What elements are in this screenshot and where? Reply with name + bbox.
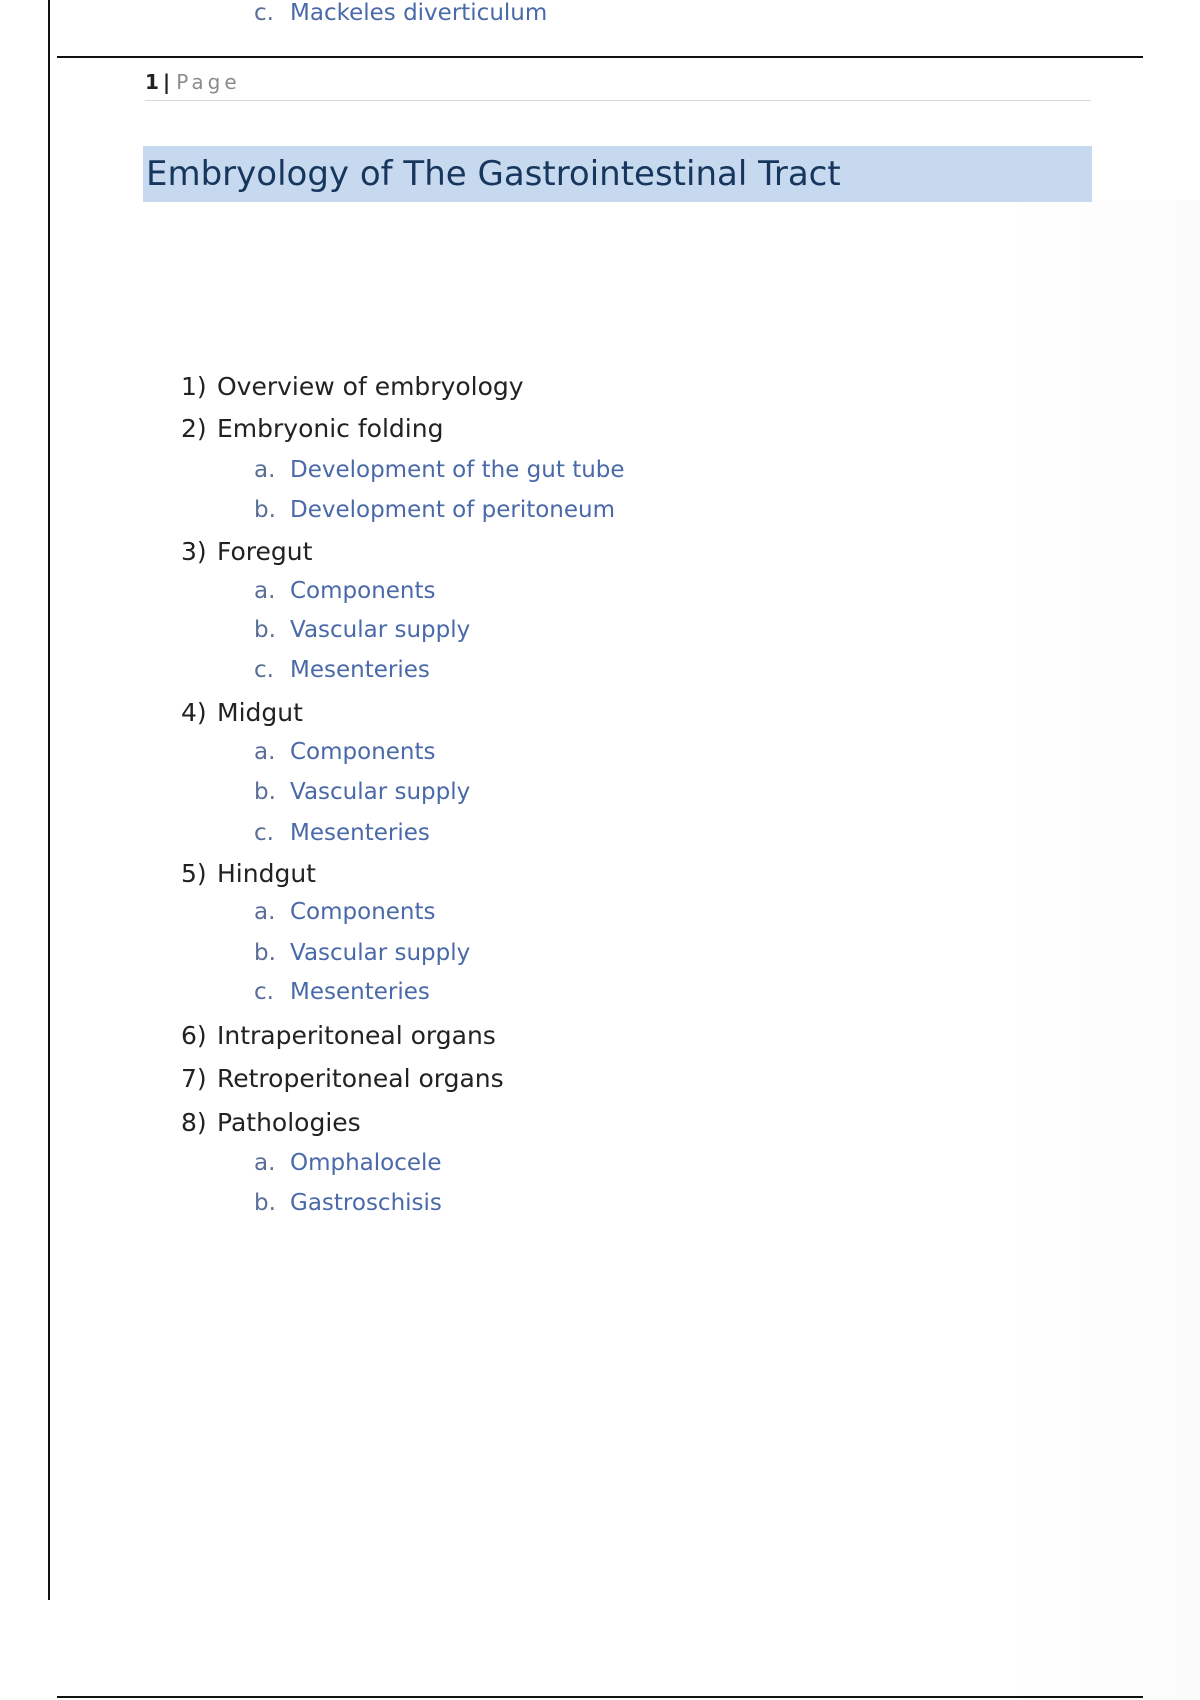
page-label: Page bbox=[176, 70, 241, 94]
outline-item bbox=[181, 1064, 504, 1093]
outline-item-text: Intraperitoneal organs bbox=[217, 1021, 496, 1050]
outline-item-marker: 5) bbox=[181, 859, 207, 888]
outline-subitem bbox=[254, 820, 430, 846]
outline-subitem-marker: b. bbox=[254, 617, 276, 643]
outline-item bbox=[181, 372, 524, 401]
outline-subitem-text: Components bbox=[290, 899, 436, 925]
outline-subitem bbox=[254, 457, 625, 483]
outline-subitem-text: Vascular supply bbox=[290, 617, 471, 643]
outline-subitem-text: Mesenteries bbox=[290, 657, 430, 683]
outline-subitem-text: Mesenteries bbox=[290, 820, 430, 846]
outline-subitem-text: Components bbox=[290, 739, 436, 765]
outline-subitem-text: Gastroschisis bbox=[290, 1190, 442, 1216]
outline-item-marker: 7) bbox=[181, 1064, 207, 1093]
outline-subitem-text: Vascular supply bbox=[290, 779, 471, 805]
outline-subitem-marker: a. bbox=[254, 739, 276, 765]
outline-subitem bbox=[254, 779, 470, 805]
outline-subitem bbox=[254, 0, 547, 26]
page-separator: | bbox=[162, 70, 171, 94]
outline-subitem-marker: c. bbox=[254, 0, 274, 26]
outline-item-text: Hindgut bbox=[217, 859, 316, 888]
outline-item-marker: 4) bbox=[181, 698, 207, 727]
outline-item-text: Embryonic folding bbox=[217, 414, 444, 443]
outline-item bbox=[181, 1108, 361, 1137]
outline-subitem bbox=[254, 739, 436, 765]
outline-item-marker: 1) bbox=[181, 372, 207, 401]
outline-item-marker: 3) bbox=[181, 537, 207, 566]
outline-item-marker: 8) bbox=[181, 1108, 207, 1137]
outline-subitem-marker: c. bbox=[254, 979, 274, 1005]
outline-subitem-marker: b. bbox=[254, 1190, 276, 1216]
outline-subitem-marker: a. bbox=[254, 578, 276, 604]
outline-subitem-marker: c. bbox=[254, 657, 274, 683]
outline-subitem-marker: b. bbox=[254, 779, 276, 805]
outline-subitem bbox=[254, 940, 470, 966]
outline-subitem-text: Mackeles diverticulum bbox=[290, 0, 548, 26]
outline-subitem-text: Development of peritoneum bbox=[290, 497, 616, 523]
outline-subitem-marker: b. bbox=[254, 940, 276, 966]
outline-item bbox=[181, 414, 443, 443]
outline-item bbox=[181, 537, 312, 566]
outline-subitem bbox=[254, 979, 430, 1005]
outline-subitem-marker: a. bbox=[254, 457, 276, 483]
page-number: 1 bbox=[145, 70, 159, 94]
outline-subitem bbox=[254, 657, 430, 683]
outline-subitem bbox=[254, 1150, 442, 1176]
outline-item-text: Foregut bbox=[217, 537, 313, 566]
outline-item-text: Midgut bbox=[217, 698, 303, 727]
outline-subitem-text: Vascular supply bbox=[290, 940, 471, 966]
outline-subitem bbox=[254, 617, 470, 643]
outline-subitem-text: Omphalocele bbox=[290, 1150, 442, 1176]
outline-subitem bbox=[254, 578, 436, 604]
outline-subitem-marker: a. bbox=[254, 1150, 276, 1176]
outline-subitem-text: Mesenteries bbox=[290, 979, 430, 1005]
outline-item bbox=[181, 859, 316, 888]
outline-item-text: Pathologies bbox=[217, 1108, 361, 1137]
outline-subitem bbox=[254, 497, 615, 523]
outline-item-text: Overview of embryology bbox=[217, 372, 524, 401]
outline-subitem-marker: b. bbox=[254, 497, 276, 523]
outline-subitem-marker: a. bbox=[254, 899, 276, 925]
outline-item bbox=[181, 698, 303, 727]
outline-item-marker: 6) bbox=[181, 1021, 207, 1050]
outline-item bbox=[181, 1021, 496, 1050]
outline-item-text: Retroperitoneal organs bbox=[217, 1064, 504, 1093]
outline-item-marker: 2) bbox=[181, 414, 207, 443]
outline-subitem bbox=[254, 899, 436, 925]
outline-subitem-text: Components bbox=[290, 578, 436, 604]
outline-subitem-marker: c. bbox=[254, 820, 274, 846]
outline-subitem bbox=[254, 1190, 442, 1216]
outline-subitem-text: Development of the gut tube bbox=[290, 457, 625, 483]
document-title: Embryology of The Gastrointestinal Tract bbox=[146, 154, 841, 194]
